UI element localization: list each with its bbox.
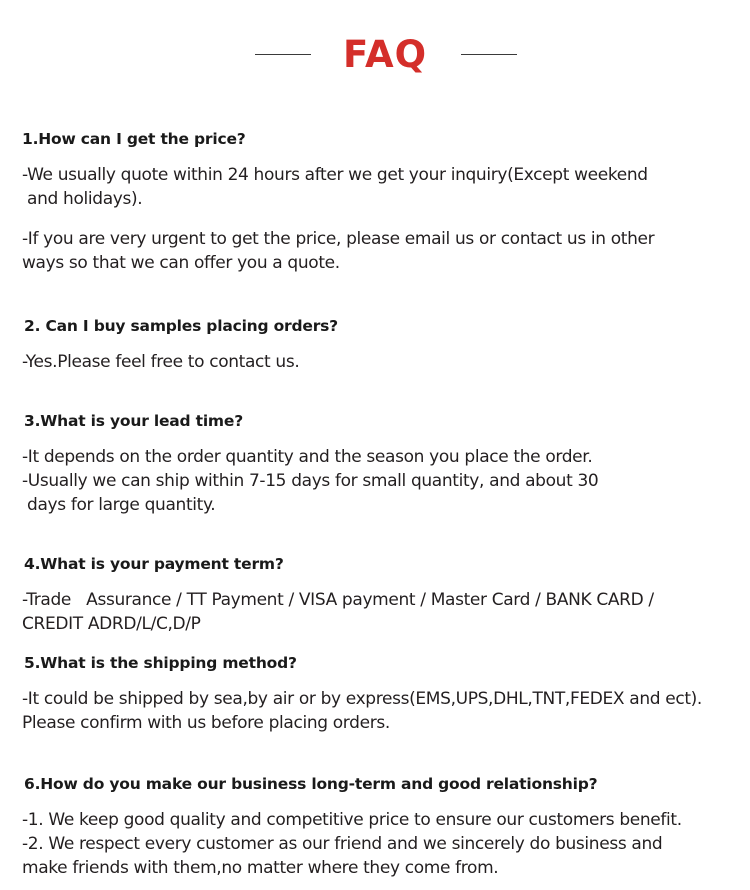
answer-line: -If you are very urgent to get the price, please email us or contact us in other (22, 229, 655, 249)
answer-line: -1. We keep good quality and competitive price to ensure our customers benefit. (22, 810, 682, 830)
answer-line: and holidays). (22, 189, 143, 209)
answer-line: Please confirm with us before placing orders. (22, 713, 390, 733)
faq-question-6: 6.How do you make our business long-term and good relationship? (24, 775, 598, 793)
faq-question-5: 5.What is the shipping method? (24, 654, 297, 672)
faq-question-1: 1.How can I get the price? (22, 130, 246, 148)
header-divider-right (461, 54, 517, 55)
faq-question-3: 3.What is your lead time? (24, 412, 243, 430)
answer-line: -Yes.Please feel free to contact us. (22, 352, 300, 372)
faq-answer-5 (22, 687, 702, 735)
answer-line: days for large quantity. (22, 495, 216, 515)
faq-question-2: 2. Can I buy samples placing orders? (24, 317, 338, 335)
answer-line: CREDIT ADRD/L/C,D/P (22, 614, 201, 634)
page-title: FAQ (342, 33, 428, 76)
faq-header (0, 30, 750, 80)
faq-answer-6 (22, 808, 682, 880)
answer-line: -Usually we can ship within 7-15 days for small quantity, and about 30 (22, 471, 599, 491)
faq-answer-4 (22, 588, 654, 636)
answer-line: -It depends on the order quantity and the season you place the order. (22, 447, 593, 467)
answer-line: make friends with them,no matter where they come from. (22, 858, 499, 878)
answer-line: ways so that we can offer you a quote. (22, 253, 340, 273)
answer-line: -We usually quote within 24 hours after we get your inquiry(Except weekend (22, 165, 648, 185)
faq-answer-2 (22, 350, 299, 374)
answer-line: -Trade Assurance / TT Payment / VISA payment / Master Card / BANK CARD / (22, 590, 654, 610)
faq-answer-1b (22, 227, 654, 275)
faq-answer-3 (22, 445, 598, 517)
faq-answer-1a (22, 163, 648, 211)
answer-line: -2. We respect every customer as our friend and we sincerely do business and (22, 834, 663, 854)
answer-line: -It could be shipped by sea,by air or by express(EMS,UPS,DHL,TNT,FEDEX and ect). (22, 689, 702, 709)
faq-question-4: 4.What is your payment term? (24, 555, 284, 573)
